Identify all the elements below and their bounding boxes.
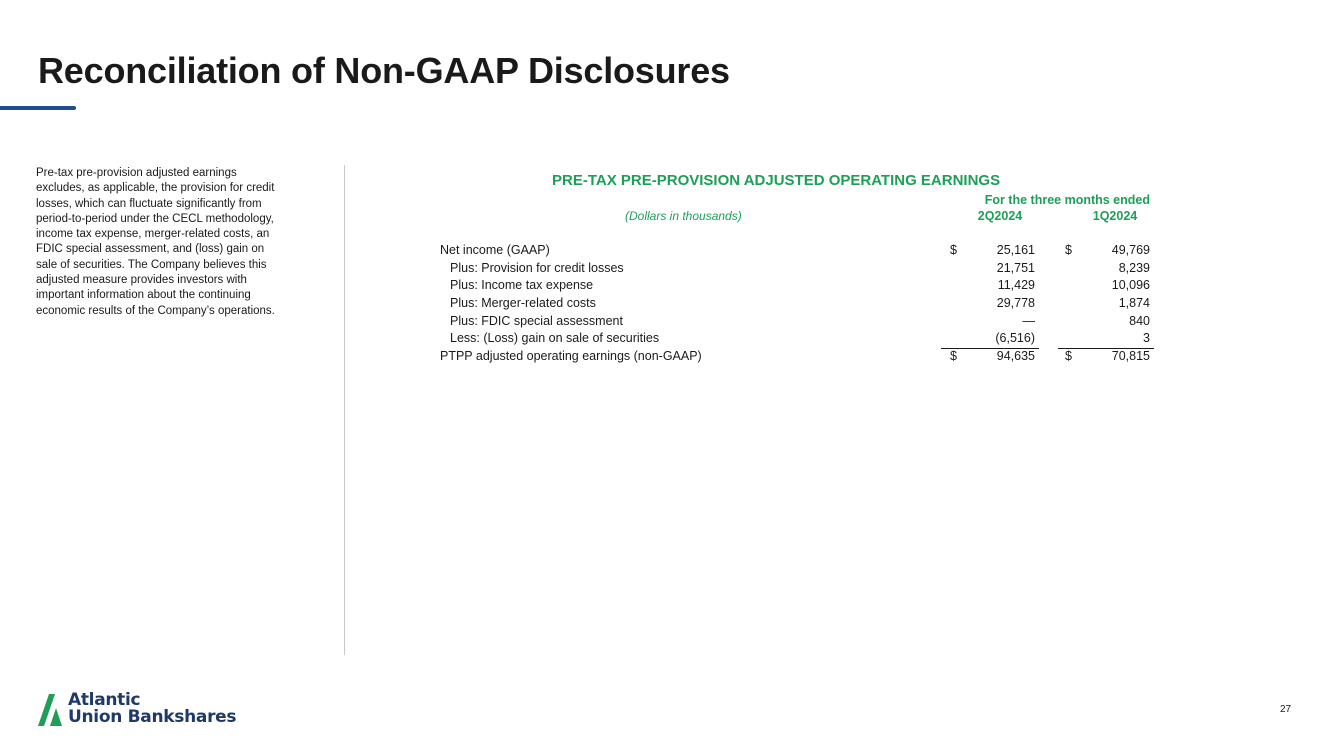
value-1q2024: 1,874 bbox=[1118, 296, 1150, 311]
value-2q2024: — bbox=[1022, 313, 1035, 328]
dollar-sign: $ bbox=[950, 243, 957, 257]
value-1q2024: 10,096 bbox=[1111, 278, 1150, 293]
row-label: PTPP adjusted operating earnings (non-GAAP) bbox=[440, 349, 702, 364]
page-title: Reconciliation of Non-GAAP Disclosures bbox=[38, 50, 730, 91]
table-row-total bbox=[440, 348, 1150, 366]
title-accent-rule bbox=[0, 106, 76, 110]
row-label: Plus: FDIC special assessment bbox=[450, 313, 623, 328]
table-row bbox=[440, 260, 1150, 278]
value-2q2024: (6,516) bbox=[953, 330, 1035, 348]
value-1q2024: 840 bbox=[1129, 313, 1150, 328]
row-label: Less: (Loss) gain on sale of securities bbox=[450, 331, 660, 346]
value-2q2024: 25,161 bbox=[996, 243, 1035, 257]
vertical-divider bbox=[344, 165, 345, 655]
table-row bbox=[440, 330, 1150, 348]
value-2q2024: 11,429 bbox=[997, 278, 1035, 293]
column-header-1q2024: 1Q2024 bbox=[1092, 209, 1138, 223]
table-row bbox=[440, 295, 1150, 313]
column-header-2q2024: 2Q2024 bbox=[977, 209, 1023, 223]
logo-line-1: Atlantic bbox=[68, 690, 141, 710]
value-2q2024: 21,751 bbox=[996, 260, 1035, 275]
company-logo bbox=[38, 692, 278, 730]
period-header: For the three months ended bbox=[984, 193, 1150, 207]
row-label: Plus: Merger-related costs bbox=[450, 296, 596, 311]
table-title: PRE-TAX PRE-PROVISION ADJUSTED OPERATING EARNINGS bbox=[552, 172, 1001, 189]
dollar-sign: $ bbox=[950, 349, 957, 364]
value-1q2024: 49,769 bbox=[1111, 243, 1150, 257]
dollar-sign: $ bbox=[1065, 349, 1072, 364]
value-2q2024: 29,778 bbox=[996, 296, 1035, 311]
value-1q2024: 3 bbox=[1070, 330, 1150, 348]
value-1q2024: 8,239 bbox=[1118, 260, 1150, 275]
units-label: (Dollars in thousands) bbox=[625, 209, 742, 223]
row-label: Plus: Income tax expense bbox=[450, 278, 594, 293]
reconciliation-table bbox=[440, 242, 1150, 366]
logo-mark-icon bbox=[38, 692, 66, 728]
value-2q2024: 94,635 bbox=[996, 349, 1035, 364]
table-row bbox=[440, 313, 1150, 331]
row-label: Plus: Provision for credit losses bbox=[450, 260, 624, 275]
table-row bbox=[440, 242, 1150, 260]
dollar-sign: $ bbox=[1065, 243, 1072, 257]
table-row bbox=[440, 277, 1150, 295]
description-text: Pre-tax pre-provision adjusted earnings excludes, as applicable, the provision for credit losses, which can fluctuate significantly from period-to-period under the CECL methodology, income tax expense, merger-related costs, an FDIC special assessment, and (loss) gain on sale of securities. The Company believes this adjusted measure provides investors with important information about the continuing economic results of the Company’s operations. bbox=[36, 167, 275, 317]
value-1q2024: 70,815 bbox=[1111, 349, 1150, 364]
logo-wordmark bbox=[68, 692, 236, 726]
logo-line-2: Union Bankshares bbox=[68, 707, 237, 727]
row-label: Net income (GAAP) bbox=[440, 243, 550, 257]
page-number: 27 bbox=[1280, 704, 1292, 715]
